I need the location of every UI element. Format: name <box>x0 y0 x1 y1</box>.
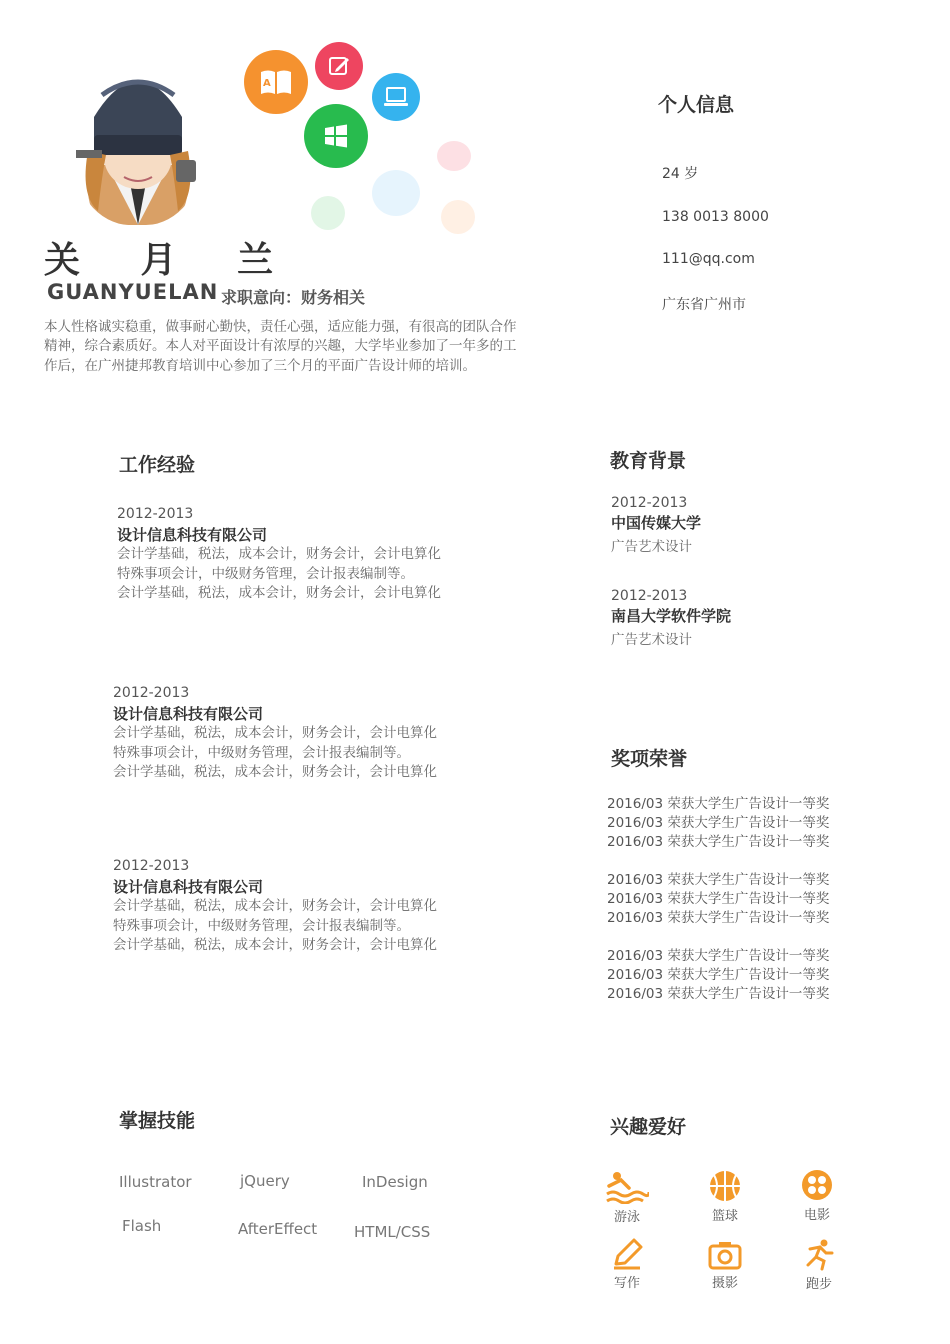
award-entry: 2016/03 荣获大学生广告设计一等奖 <box>607 967 830 983</box>
hobbies-title: 兴趣爱好 <box>610 1116 687 1138</box>
self-introduction: 本人性格诚实稳重，做事耐心勤快，责任心强，适应能力强，有很高的团队合作精神，综合素质好。本人对平面设计有浓厚的兴趣，大学毕业参加了一年多的工作后，在广州捷邦教育培训中心参加了三个月的平面广告设计师的培训。 <box>44 319 517 374</box>
education-year: 2012-2013 <box>611 495 688 511</box>
hobby-movie <box>787 1168 847 1223</box>
work-desc-line: 会计学基础，税法，成本会计，财务会计，会计电算化 <box>113 898 437 914</box>
svg-text:A: A <box>263 78 271 89</box>
award-entry: 2016/03 荣获大学生广告设计一等奖 <box>607 834 830 850</box>
award-entry: 2016/03 荣获大学生广告设计一等奖 <box>607 986 830 1002</box>
education-title: 教育背景 <box>610 450 687 472</box>
email: 111@qq.com <box>662 251 755 267</box>
decor-bubble <box>311 196 345 230</box>
skill-item: HTML/CSS <box>354 1223 431 1241</box>
award-entry: 2016/03 荣获大学生广告设计一等奖 <box>607 872 830 888</box>
skill-item: jQuery <box>240 1172 290 1190</box>
reading-bubble <box>244 50 308 114</box>
full-name: 关 月 兰 <box>44 240 298 281</box>
phone: 138 0013 8000 <box>662 209 769 225</box>
work-experience-title: 工作经验 <box>119 454 196 476</box>
skill-item: Flash <box>122 1217 162 1235</box>
hobby-photography <box>695 1240 755 1291</box>
film-reel-icon <box>800 1168 834 1202</box>
hobby-label: 写作 <box>613 1276 640 1291</box>
age: 24 岁 <box>662 166 699 182</box>
hobby-running <box>789 1239 849 1292</box>
work-desc-line: 特殊事项会计，中级财务管理，会计报表编制等。 <box>113 744 410 761</box>
award-entry: 2016/03 荣获大学生广告设计一等奖 <box>607 948 830 964</box>
hobby-label: 篮球 <box>711 1209 738 1224</box>
work-desc-line: 会计学基础，税法，成本会计，财务会计，会计电算化 <box>113 764 437 780</box>
job-intent: 求职意向：财务相关 <box>221 288 366 307</box>
work-item <box>117 506 441 604</box>
skill-item: Illustrator <box>119 1173 192 1191</box>
work-year: 2012-2013 <box>117 506 194 522</box>
award-group <box>607 871 829 928</box>
decor-bubble <box>441 200 475 234</box>
hobby-writing <box>597 1238 657 1291</box>
hobby-label: 摄影 <box>711 1276 738 1291</box>
running-icon <box>802 1239 836 1271</box>
work-desc-line: 特殊事项会计，中级财务管理，会计报表编制等。 <box>113 917 410 934</box>
work-desc-line: 特殊事项会计，中级财务管理，会计报表编制等。 <box>117 565 414 582</box>
work-desc-line: 会计学基础，税法，成本会计，财务会计，会计电算化 <box>113 937 437 953</box>
education-item <box>611 588 731 648</box>
laptop-icon <box>383 86 409 108</box>
work-company: 设计信息科技有限公司 <box>113 705 264 723</box>
skill-item: AfterEffect <box>238 1220 318 1238</box>
hobby-swimming <box>597 1170 657 1225</box>
windows-icon <box>323 123 349 149</box>
award-entry: 2016/03 荣获大学生广告设计一等奖 <box>607 891 830 907</box>
windows-bubble <box>304 104 368 168</box>
computer-bubble <box>372 73 420 121</box>
skill-item: InDesign <box>362 1173 428 1191</box>
work-desc-line: 会计学基础，税法，成本会计，财务会计，会计电算化 <box>117 585 441 601</box>
edit-icon <box>327 54 351 78</box>
work-desc-line: 会计学基础，税法，成本会计，财务会计，会计电算化 <box>117 546 441 562</box>
work-desc-line: 会计学基础，税法，成本会计，财务会计，会计电算化 <box>113 725 437 741</box>
hobby-label: 游泳 <box>613 1210 640 1225</box>
award-group <box>607 947 829 1004</box>
work-year: 2012-2013 <box>113 685 190 701</box>
award-entry: 2016/03 荣获大学生广告设计一等奖 <box>607 910 830 926</box>
education-school: 中国传媒大学 <box>611 514 702 532</box>
education-major: 广告艺术设计 <box>611 539 692 555</box>
skills-title: 掌握技能 <box>119 1110 196 1132</box>
education-year: 2012-2013 <box>611 588 688 604</box>
personal-info-title: 个人信息 <box>658 94 735 116</box>
work-company: 设计信息科技有限公司 <box>113 878 264 896</box>
swimming-icon <box>605 1170 649 1204</box>
name-pinyin: GUANYUELAN <box>47 280 219 304</box>
work-item <box>113 685 437 783</box>
work-item <box>113 858 437 956</box>
basketball-icon <box>708 1169 742 1203</box>
education-school: 南昌大学软件学院 <box>611 607 732 625</box>
work-year: 2012-2013 <box>113 858 190 874</box>
pencil-icon <box>610 1238 644 1270</box>
book-icon <box>259 68 293 96</box>
hobby-label: 跑步 <box>805 1277 832 1292</box>
awards-title: 奖项荣誉 <box>611 748 688 770</box>
avatar <box>72 55 204 225</box>
hobby-basketball <box>695 1169 755 1224</box>
education-item <box>611 495 701 555</box>
hobby-label: 电影 <box>803 1208 830 1223</box>
award-entry: 2016/03 荣获大学生广告设计一等奖 <box>607 796 830 812</box>
writing-bubble <box>315 42 363 90</box>
education-major: 广告艺术设计 <box>611 632 692 648</box>
location: 广东省广州市 <box>662 297 746 313</box>
award-group <box>607 795 829 852</box>
work-company: 设计信息科技有限公司 <box>117 526 268 544</box>
decor-bubble <box>372 170 420 216</box>
decor-bubble <box>437 141 471 171</box>
award-entry: 2016/03 荣获大学生广告设计一等奖 <box>607 815 830 831</box>
camera-icon <box>708 1240 742 1270</box>
